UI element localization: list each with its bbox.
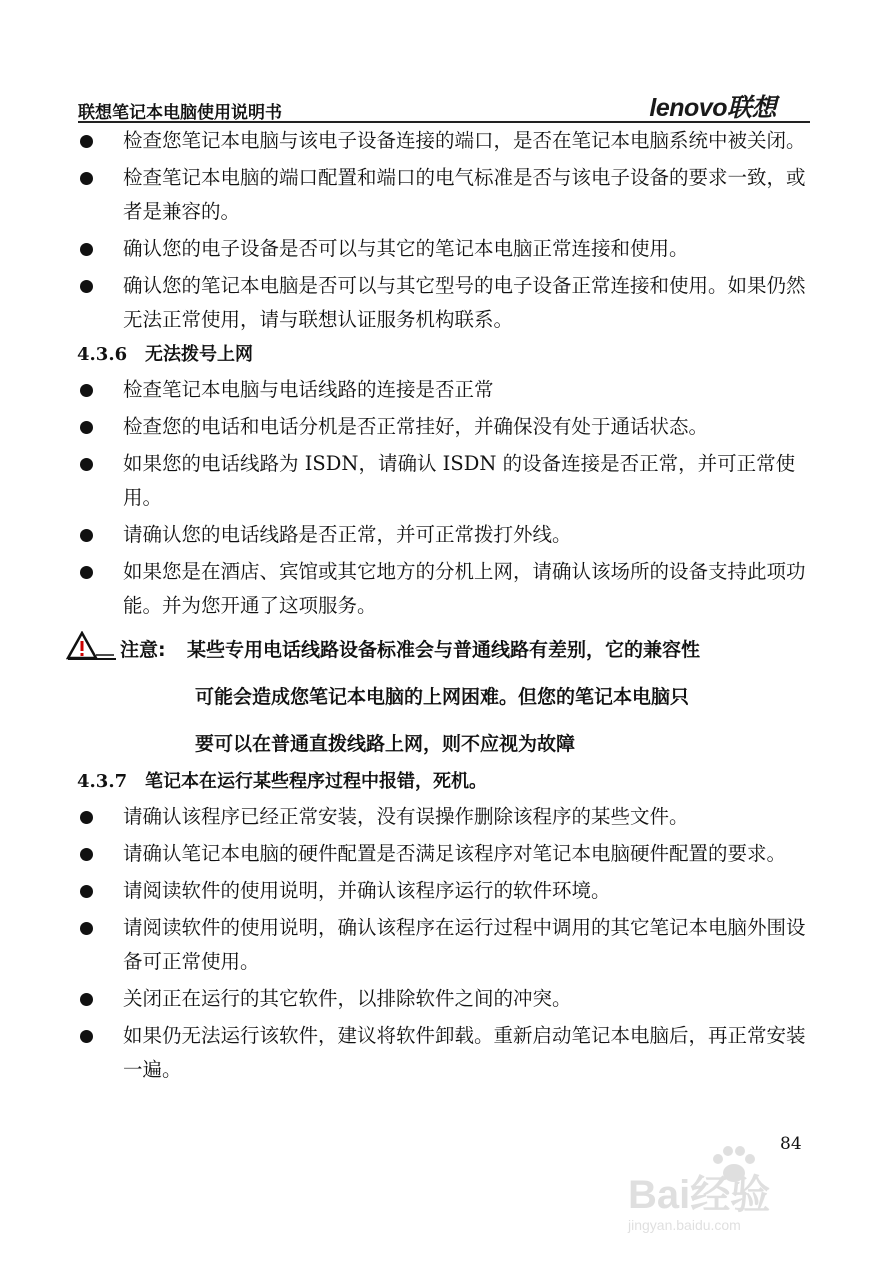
page-number: 84 <box>780 1134 802 1154</box>
note-line: 可能会造成您笔记本电脑的上网困难。但您的笔记本电脑只 <box>195 686 690 708</box>
bullet-icon <box>80 848 93 861</box>
list-item: 如果仍无法运行该软件，建议将软件卸载。重新启动笔记本电脑后，再正常安装一遍。 <box>80 1019 815 1087</box>
list-item: 确认您的笔记本电脑是否可以与其它型号的电子设备正常连接和使用。如果仍然无法正常使用，请与联想认证服务机构联系。 <box>80 269 815 337</box>
warning-icon <box>66 631 118 661</box>
page-body <box>77 124 815 1090</box>
note-line: 某些专用电话线路设备标准会与普通线路有差别，它的兼容性 <box>187 639 701 661</box>
bullet-icon <box>80 922 93 935</box>
list-item: 请阅读软件的使用说明，确认该程序在运行过程中调用的其它笔记本电脑外围设备可正常使用。 <box>80 911 815 979</box>
list-item: 关闭正在运行的其它软件，以排除软件之间的冲突。 <box>80 982 815 1016</box>
list-item: 如果您是在酒店、宾馆或其它地方的分机上网，请确认该场所的设备支持此项功能。并为您开通了这项服务。 <box>80 555 815 623</box>
lenovo-logo: lenovo联想 <box>649 94 776 122</box>
bullet-icon <box>80 421 93 434</box>
bullet-icon <box>80 993 93 1006</box>
list-item: 如果您的电话线路为 ISDN，请确认 ISDN 的设备连接是否正常，并可正常使用。 <box>80 447 815 515</box>
bullet-icon <box>80 384 93 397</box>
bullet-icon <box>80 243 93 256</box>
bullet-icon <box>80 529 93 542</box>
bullet-icon <box>80 458 93 471</box>
bullet-icon <box>80 811 93 824</box>
watermark-url: jingyan.baidu.com <box>628 1217 741 1233</box>
list-item: 请确认该程序已经正常安装，没有误操作删除该程序的某些文件。 <box>80 800 815 834</box>
section-heading-4-3-6 <box>77 340 815 370</box>
bullet-icon <box>80 566 93 579</box>
section-heading-4-3-7 <box>77 767 815 797</box>
header-divider <box>78 121 810 123</box>
document-title: 联想笔记本电脑使用说明书 <box>78 103 282 123</box>
page-header <box>78 92 810 123</box>
list-item: 检查笔记本电脑的端口配置和端口的电气标准是否与该电子设备的要求一致，或者是兼容的。 <box>80 161 815 229</box>
list-item: 检查您的电话和电话分机是否正常挂好，并确保没有处于通话状态。 <box>80 410 815 444</box>
caution-note <box>80 627 815 768</box>
section-number: 4.3.7 <box>77 771 128 792</box>
watermark-brand: Bai经验 <box>628 1173 771 1217</box>
section-title-text: 笔记本在运行某些程序过程中报错，死机。 <box>145 771 487 792</box>
list-item: 请确认您的电话线路是否正常，并可正常拨打外线。 <box>80 518 815 552</box>
bullet-icon <box>80 280 93 293</box>
section-title-text: 无法拨号上网 <box>145 344 253 365</box>
list-item: 检查您笔记本电脑与该电子设备连接的端口，是否在笔记本电脑系统中被关闭。 <box>80 124 815 158</box>
bullet-icon <box>80 885 93 898</box>
section-number: 4.3.6 <box>77 344 128 365</box>
bullet-icon <box>80 172 93 185</box>
note-line: 要可以在普通直拨线路上网，则不应视为故障 <box>195 733 576 755</box>
list-item: 确认您的电子设备是否可以与其它的笔记本电脑正常连接和使用。 <box>80 232 815 266</box>
baidu-watermark <box>628 1145 828 1245</box>
list-item: 检查笔记本电脑与电话线路的连接是否正常 <box>80 373 815 407</box>
note-label: 注意: <box>120 639 166 661</box>
list-item: 请确认笔记本电脑的硬件配置是否满足该程序对笔记本电脑硬件配置的要求。 <box>80 837 815 871</box>
list-item: 请阅读软件的使用说明，并确认该程序运行的软件环境。 <box>80 874 815 908</box>
bullet-icon <box>80 1030 93 1043</box>
bullet-icon <box>80 135 93 148</box>
